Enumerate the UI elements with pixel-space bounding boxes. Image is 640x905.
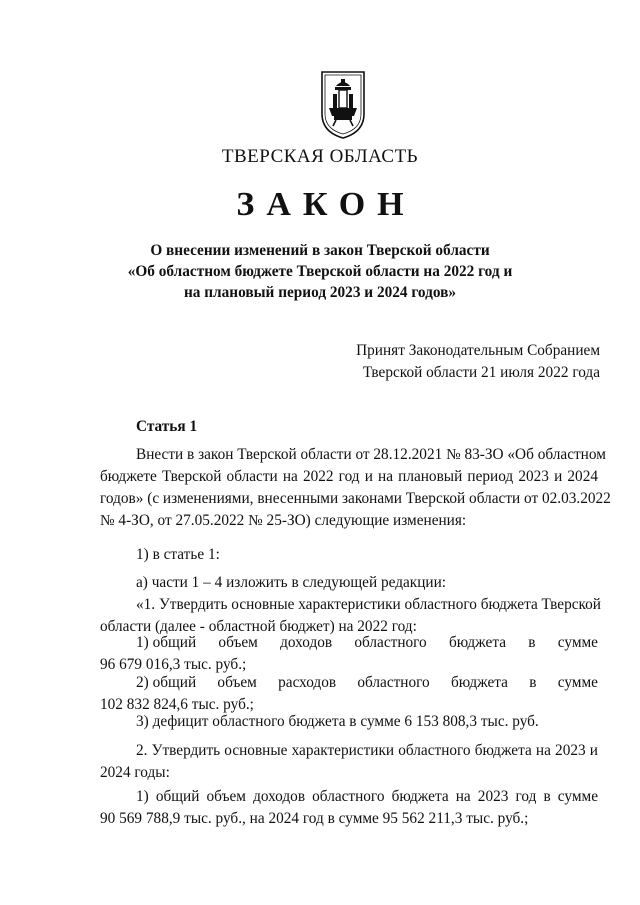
tver-coat-of-arms-icon	[320, 70, 366, 140]
adoption-line: Принят Законодательным Собранием	[356, 342, 600, 359]
item-a: а) части 1 – 4 изложить в следующей редакции:	[136, 574, 447, 591]
text-line: 102 832 824,6 тыс. руб.;	[100, 696, 254, 713]
text-line: годов» (с изменениями, внесенными законами Тверской области от 02.03.2022	[100, 490, 611, 507]
item-1: 1) в статье 1:	[136, 546, 220, 563]
text-line: 90 569 788,9 тыс. руб., на 2024 год в сумме 95 562 211,3 тыс. руб.;	[100, 810, 529, 827]
title-line: «Об областном бюджете Тверской области на 2022 год и	[127, 263, 513, 280]
text-line: Внести в закон Тверской области от 28.12.2021 № 83-ЗО «Об областном	[136, 446, 606, 463]
article-intro	[100, 444, 611, 532]
part-1-item-2	[100, 672, 598, 716]
document-title	[0, 240, 640, 303]
article-heading: Статья 1	[136, 418, 198, 435]
part-1-item-3: 3) дефицит областного бюджета в сумме 6 153 808,3 тыс. руб.	[136, 713, 539, 730]
text-line: 96 679 016,3 тыс. руб.;	[100, 656, 247, 673]
text-line: 1) общий объем доходов областного бюджета на 2023 год в сумме	[136, 788, 598, 805]
region-name: ТВЕРСКАЯ ОБЛАСТЬ	[221, 146, 419, 167]
text-line: 2024 годы:	[100, 764, 170, 781]
part-1-item-1	[100, 632, 598, 676]
part-2	[100, 740, 598, 784]
part-2-item-1	[100, 786, 598, 830]
text-line: 1) общий объем доходов областного бюджета в сумме	[136, 634, 598, 651]
title-line: О внесении изменений в закон Тверской области	[150, 242, 490, 259]
adoption-note	[356, 340, 600, 384]
text-line: «1. Утвердить основные характеристики областного бюджета Тверской	[136, 596, 601, 613]
text-line: области (далее - областной бюджет) на 2022 год:	[100, 618, 417, 635]
text-line: 2. Утвердить основные характеристики областного бюджета на 2023 и	[136, 742, 598, 759]
text-line: 2) общий объем расходов областного бюджета в сумме	[136, 674, 598, 691]
text-line: бюджете Тверской области на 2022 год и на плановый период 2023 и 2024	[100, 468, 598, 485]
text-line: № 4-ЗО, от 27.05.2022 № 25-ЗО) следующие изменения:	[100, 512, 467, 529]
title-line: на плановый период 2023 и 2024 годов»	[183, 284, 457, 301]
adoption-line: Тверской области 21 июля 2022 года	[362, 364, 600, 381]
document-type: ЗАКОН	[236, 186, 416, 223]
